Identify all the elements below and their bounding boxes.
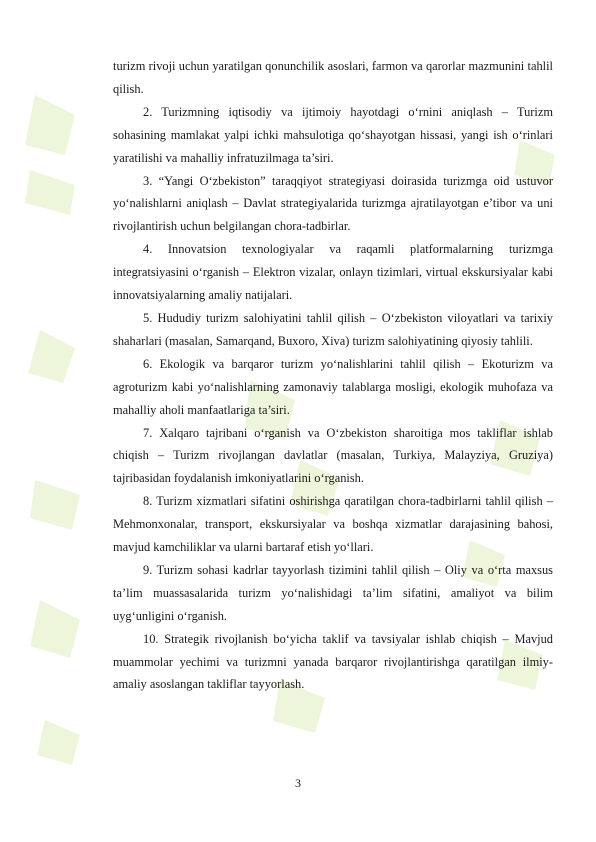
list-item: 10. Strategik rivojlanish bo‘yicha taklif va tavsiyalar ishlab chiqish – Mavjud muammolar yechimi va turizmni yanada barqaror rivojlantirishga qaratilgan ilmiy-amaliy asoslangan takliflar tayyorlash. xyxy=(113,631,553,692)
list-item: 6. Ekologik va barqaror turizm yo‘nalishlarini tahlil qilish – Ekoturizm va agroturizm kabi yo‘nalishlarning zamonaviy talablarga mosligi, ekologik muhofaza va mahalliy aholi manfaatlariga ta’siri. xyxy=(113,356,553,417)
list-item: 4. Innovatsion texnologiyalar va raqamli platformalarning turizmga integratsiyasini o‘rganish – Elektron vizalar, onlayn tizimlari, virtual ekskursiyalar kabi innovatsiyalarning amaliy natijalari. xyxy=(113,242,553,303)
list-item: 5. Hududiy turizm salohiyatini tahlil qilish – O‘zbekiston viloyatlari va tarixiy shaharlari (masalan, Samarqand, Buxoro, Xiva) turizm salohiyatining qiyosiy tahlili. xyxy=(113,310,553,348)
list-item: 8. Turizm xizmatlari sifatini oshirishga qaratilgan chora-tadbirlarni tahlil qilish – Mehmonxonalar, transport, ekskursiyalar va boshqa xizmatlar darajasining bahosi, mavjud kamchiliklar va ularni bartaraf etish yo‘llari. xyxy=(113,494,553,555)
list-item: 7. Xalqaro tajribani o‘rganish va O‘zbekiston sharoitiga mos takliflar ishlab chiqish – Turizm rivojlangan davlatlar (masalan, Turkiya, Malayziya, Gruziya) tajribasidan foydalanish imkoniyatlarini o‘rganish. xyxy=(113,425,553,486)
list-item: 3. “Yangi O‘zbekiston” taraqqiyot strategiyasi doirasida turizmga oid ustuvor yo‘nalishlarni aniqlash – Davlat strategiyalarida turizmga ajratilayotgan e’tibor va uni rivojlantirish uchun belgilangan chora-tadbirlar. xyxy=(113,173,553,234)
list-item: 9. Turizm sohasi kadrlar tayyorlash tizimini tahlil qilish – Oliy va o‘rta maxsus ta’lim muassasalarida turizm yo‘nalishidagi ta’lim sifatini, amaliyot va bilim uyg‘unligini o‘rganish. xyxy=(113,562,553,623)
list-item: 2. Turizmning iqtisodiy va ijtimoiy hayotdagi o‘rnini aniqlash – Turizm sohasining mamlakat yalpi ichki mahsulotiga qo‘shayotgan hissasi, yangi ish o‘rinlari yaratilishi va mahalliy infratuzilmaga ta’siri. xyxy=(113,104,553,165)
page-body xyxy=(113,55,553,696)
paragraph-continuation: turizm rivoji uchun yaratilgan qonunchilik asoslari, farmon va qarorlar mazmunini tahlil qilish. xyxy=(113,59,553,96)
page-number: 3 xyxy=(295,776,301,790)
